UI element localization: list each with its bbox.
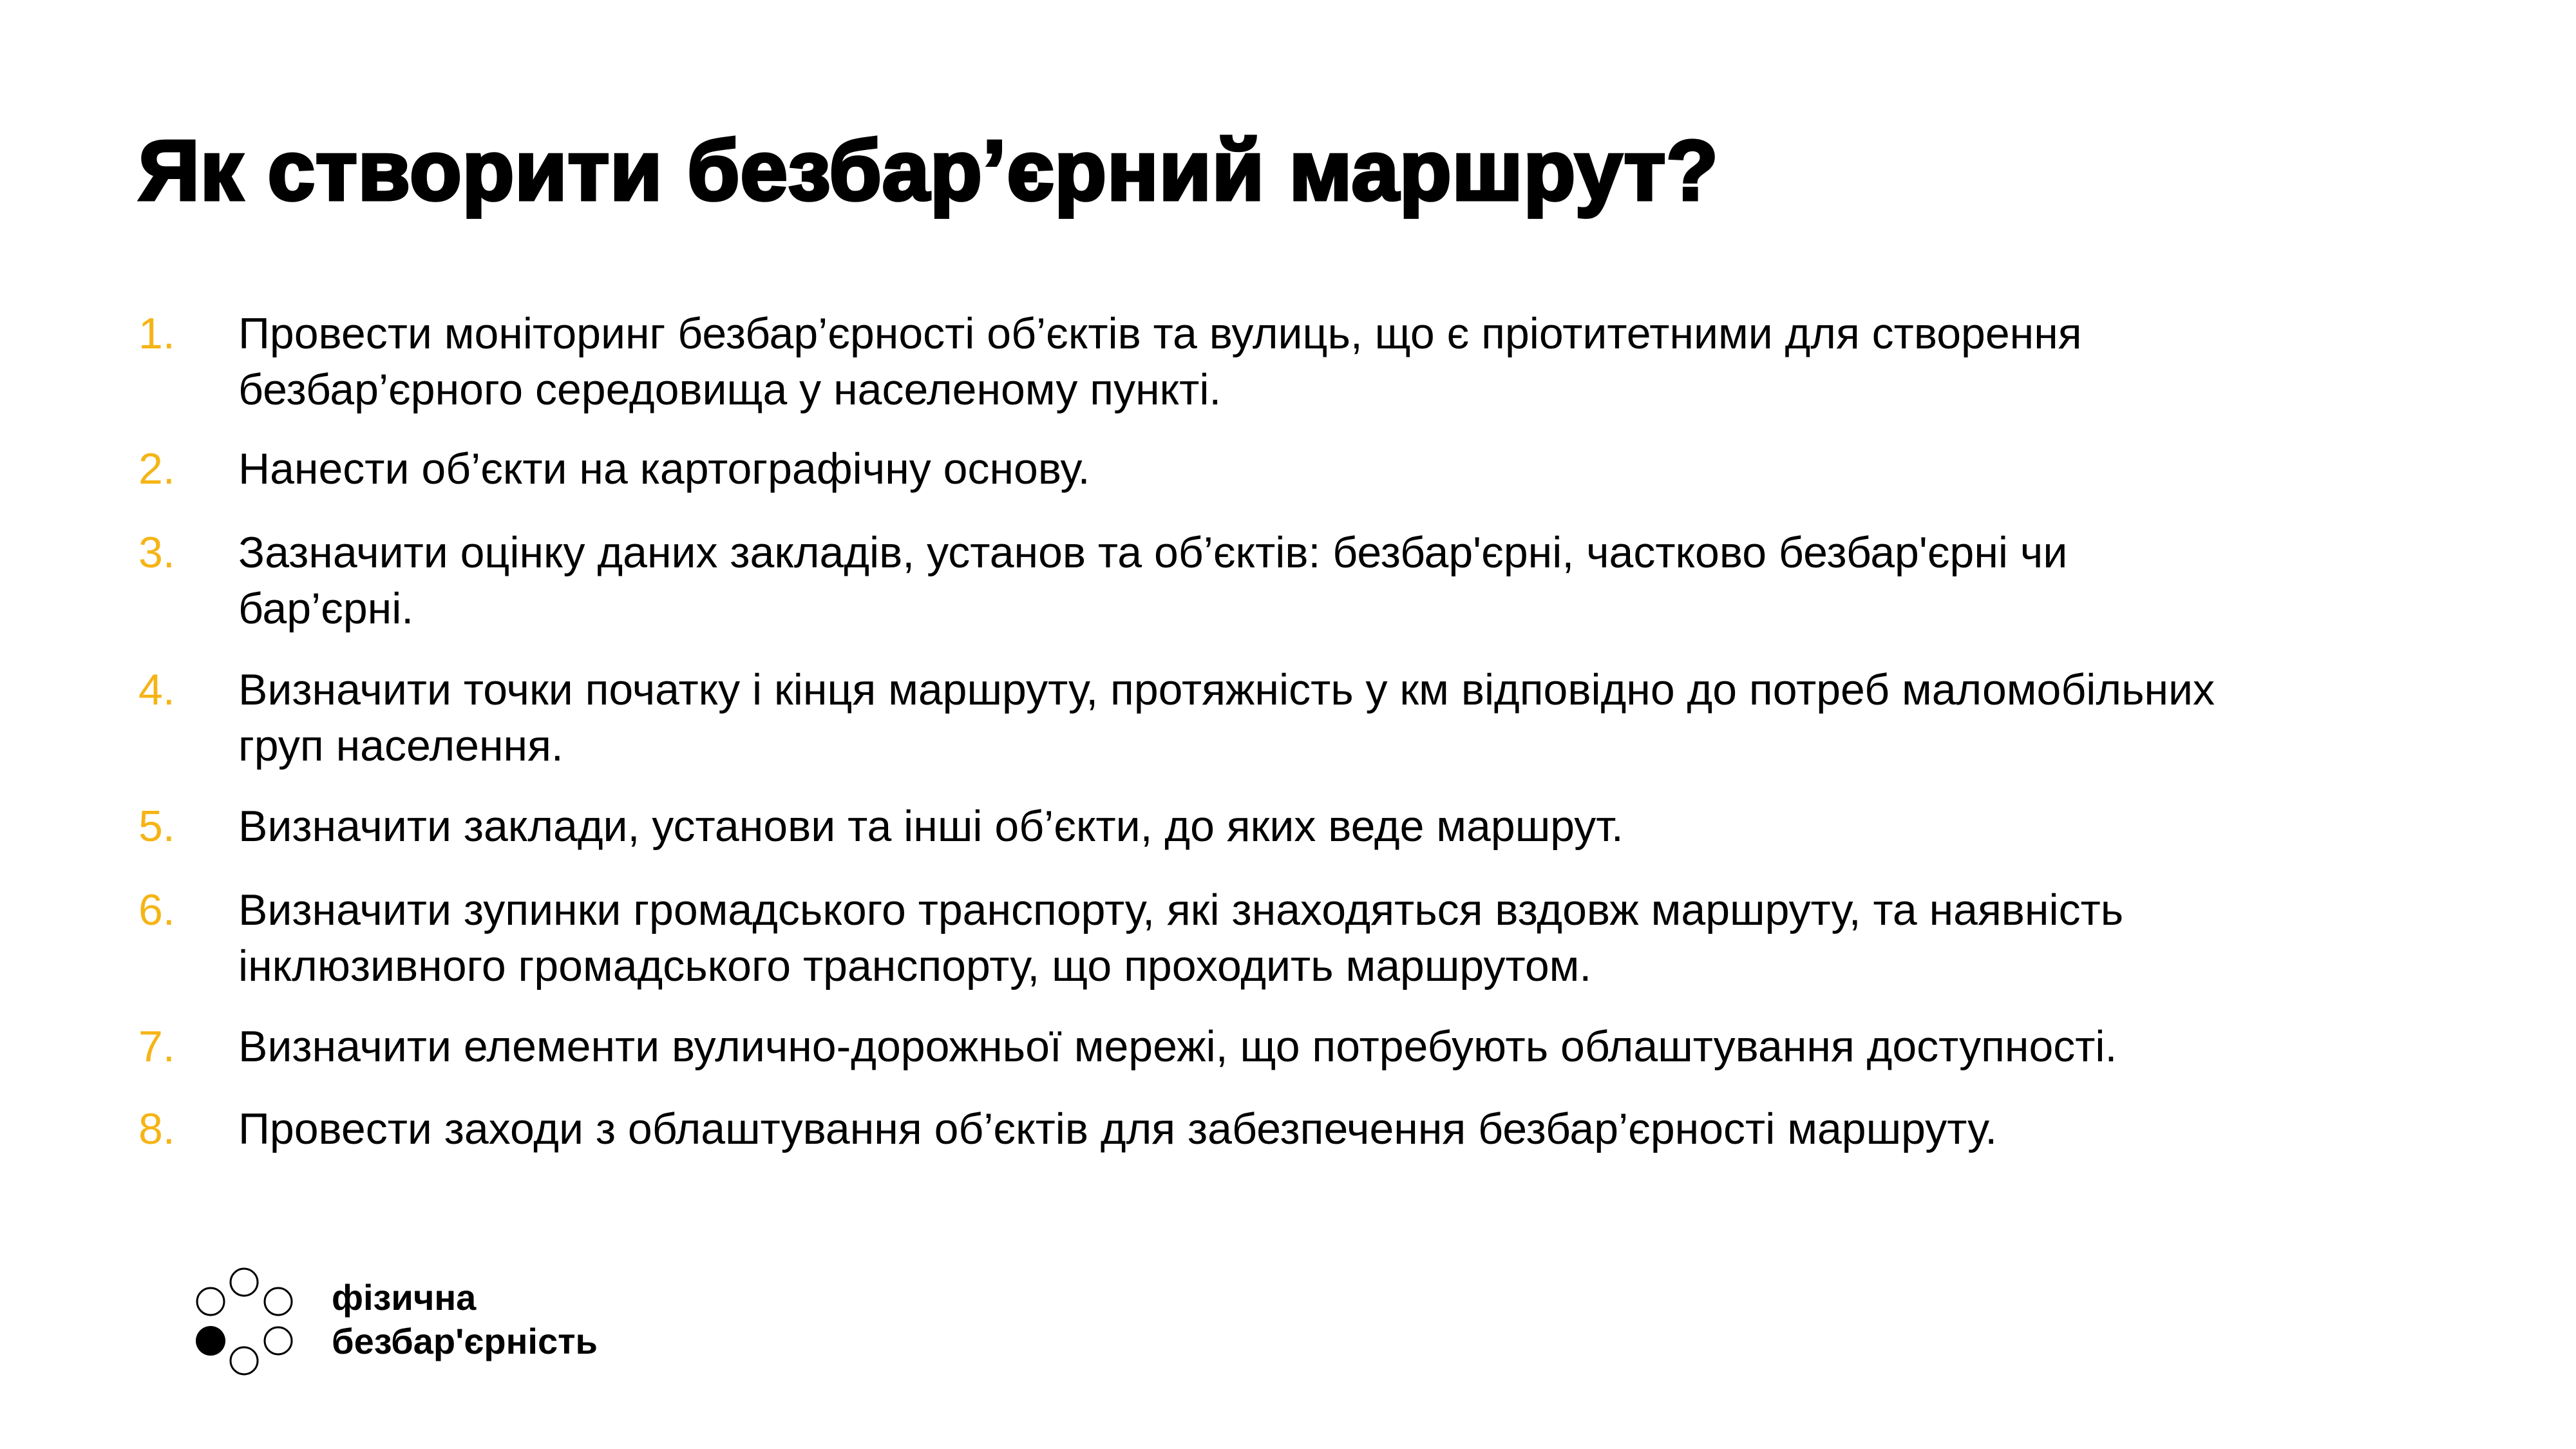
step-text-line: бар’єрні. (238, 584, 414, 633)
step-text (238, 662, 2363, 774)
slide-title: Як створити безбар’єрний маршрут? (138, 123, 1719, 218)
step-text (238, 441, 2363, 497)
step-number: 1. (138, 309, 175, 358)
step-text-line: Провести заходи з облаштування об’єктів для забезпечення безбар’єрності маршруту. (238, 1104, 1998, 1153)
step-number: 3. (138, 528, 175, 577)
step-text (238, 525, 2363, 637)
brand-logo (193, 1265, 644, 1381)
step-number: 2. (138, 444, 175, 493)
step-text-line: груп населення. (238, 721, 564, 770)
step-text (238, 306, 2363, 418)
step-number: 6. (138, 886, 175, 934)
step-text-line: Провести моніторинг безбар’єрності об’єктів та вулиць, що є пріотитетними для створення (238, 309, 2082, 358)
step-number: 8. (138, 1104, 175, 1153)
step-number: 4. (138, 665, 175, 714)
step-text (238, 1019, 2363, 1075)
six-circles-logo-icon (193, 1265, 303, 1378)
logo-wordmark (332, 1276, 598, 1363)
step-text-line: інклюзивного громадського транспорту, що проходить маршрутом. (238, 942, 1592, 990)
step-text (238, 882, 2363, 994)
step-text-line: Визначити зупинки громадського транспорту, які знаходяться вздовж маршруту, та наявність (238, 886, 2124, 934)
step-number: 7. (138, 1022, 175, 1071)
step-number: 5. (138, 802, 175, 851)
step-text-line: Визначити точки початку і кінця маршруту, протяжність у км відповідно до потреб маломобільних (238, 665, 2215, 714)
step-text-line: Визначити заклади, установи та інші об’єкти, до яких веде маршрут. (238, 802, 1624, 851)
step-text-line: Зазначити оцінку даних закладів, установ та об’єктів: безбар'єрні, частково безбар'єрні чи (238, 528, 2068, 577)
logo-line-1: фізична (332, 1277, 477, 1318)
step-text (238, 1101, 2363, 1157)
step-text-line: Нанести об’єкти на картографічну основу. (238, 444, 1090, 493)
step-text (238, 799, 2363, 855)
logo-line-2: безбар'єрність (332, 1321, 598, 1361)
step-text-line: безбар’єрного середовища у населеному пункті. (238, 365, 1222, 414)
step-text-line: Визначити елементи вулично-дорожньої мережі, що потребують облаштування доступності. (238, 1022, 2117, 1071)
